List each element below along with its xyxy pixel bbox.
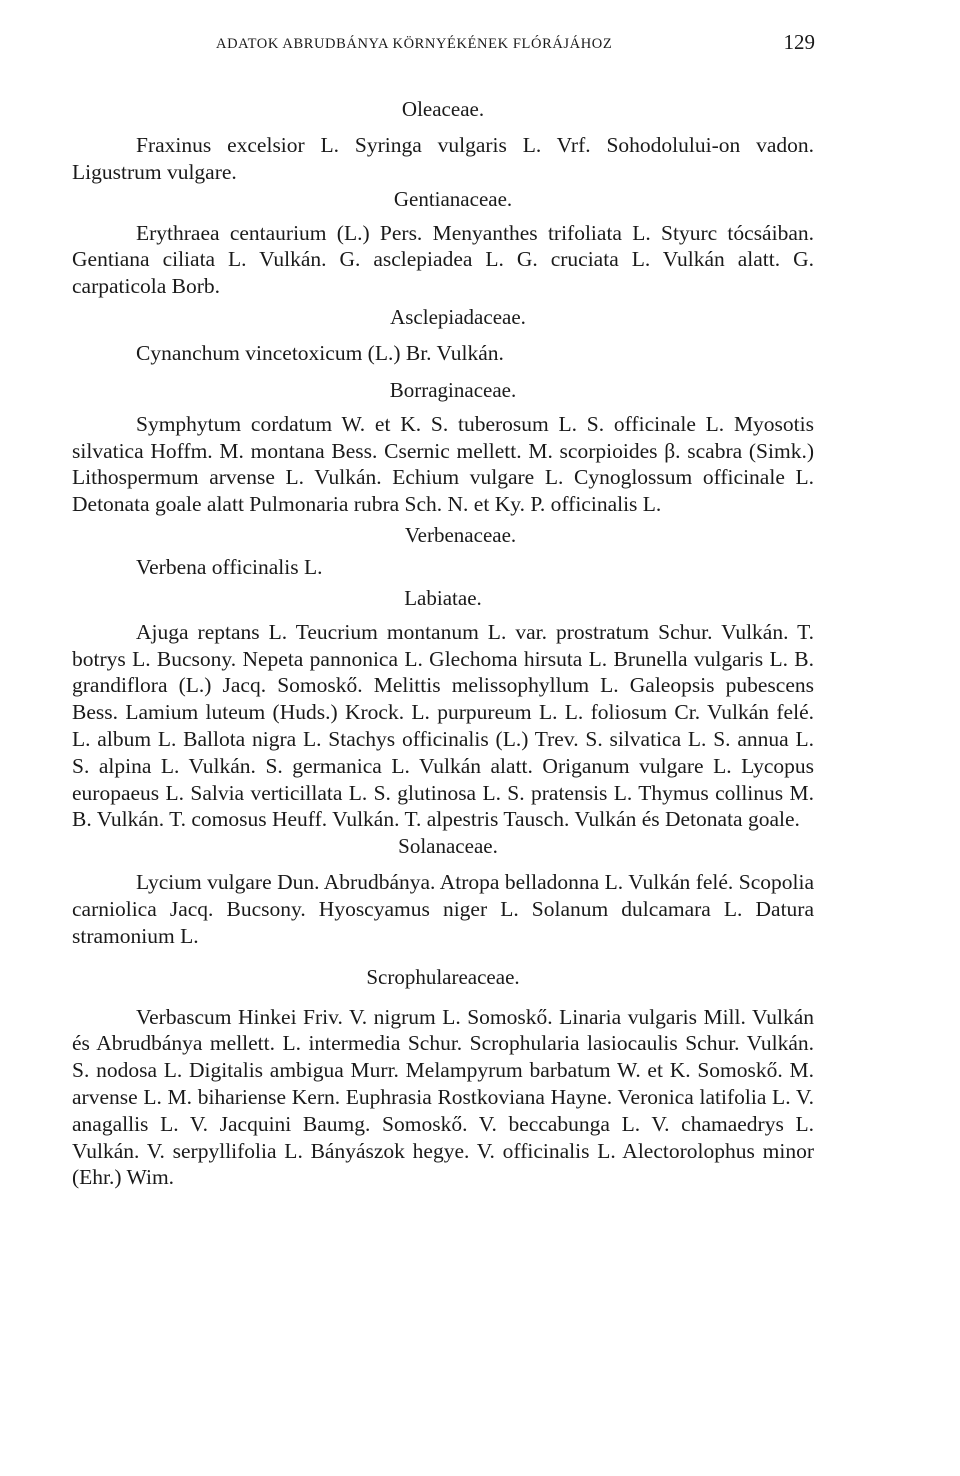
section-text-labiatae: Ajuga reptans L. Teucrium montanum L. var. prostratum Schur. Vulkán. T. botrys L. Bucsony. Nepeta pannonica L. Glechoma hirsuta L. Brunella vulgaris L. B. grandiflora (L.) Jacq. Somoskő. Melittis melissophyllum L. Galeopsis pubescens Bess. Lamium luteum (Huds.) Krock. L. purpureum L. L. foliosum Cr. Vulkán felé. L. album L. Ballota nigra L. Stachys officinalis (L.) Trev. S. silvatica L. S. annua L. S. alpina L. Vulkán. S. germanica L. Vulkán alatt. Origanum vulgare L. Lycopus europaeus L. Salvia verticillata L. S. glutinosa L. S. pratensis L. Thymus collinus M. B. Vulkán. T. comosus Heuff. Vulkán. T. alpestris Tausch. Vulkán és Detonata goale. [72,619,814,832]
section-heading-asclepiadaceae: Asclepiadaceae. [390,304,526,329]
section-text-verbenaceae: Verbena officinalis L. [136,554,323,579]
section-text-scrophulareaceae: Verbascum Hinkei Friv. V. nigrum L. Somoskő. Linaria vulgaris Mill. Vulkán és Abrudbánya mellett. L. intermedia Schur. Scrophularia lasiocaulis Schur. Vulkán. S. nodosa L. Digitalis ambigua Murr. Melampyrum barbatum W. et K. Somoskő. M. arvense L. M. bihariense Kern. Euphrasia Rostkoviana Hayne. Veronica latifolia L. V. anagallis L. V. Jacquini Baumg. Somoskő. V. beccabunga L. V. chamaedrys L. Vulkán. V. serpyllifolia L. Bányászok hegye. V. officinalis L. Alectorolophus minor (Ehr.) Wim. [72,1004,814,1190]
section-text-gentianaceae: Erythraea centaurium (L.) Pers. Menyanthes trifoliata L. Styurc tócsáiban. Gentiana ciliata L. Vulkán. G. asclepiadea L. G. cruciata L. Vulkán alatt. G. carpaticola Borb. [72,220,814,299]
page-header [70,30,815,56]
section-text-borraginaceae: Symphytum cordatum W. et K. S. tuberosum L. S. officinale L. Myosotis silvatica Hoffm. M. montana Bess. Csernic mellett. M. scorpioides β. scabra (Simk.) Lithospermum arvense L. Vulkán. Echium vulgare L. Cynoglossum officinale L. Detonata goale alatt Pulmonaria rubra Sch. N. et Ky. P. officinalis L. [72,411,814,517]
section-heading-solanaceae: Solanaceae. [398,834,498,859]
section-heading-oleaceae: Oleaceae. [401,97,485,121]
section-heading-borraginaceae: Borraginaceae. [389,377,517,402]
section-heading-verbenaceae: Verbenaceae. [404,522,517,547]
section-heading-scrophulareaceae: Scrophulareaceae. [366,964,520,989]
running-head: ADATOK ABRUDBÁNYA KÖRNYÉKÉNEK FLÓRÁJÁHOZ [216,36,613,52]
page-number: 129 [783,30,815,54]
section-text-solanaceae: Lycium vulgare Dun. Abrudbánya. Atropa belladonna L. Vulkán felé. Scopolia carniolica Jacq. Bucsony. Hyoscyamus niger L. Solanum dulcamara L. Datura stramonium L. [72,870,814,948]
section-text-oleaceae: Fraxinus excelsior L. Syringa vulgaris L. Vrf. Sohodolului-on vadon. Ligustrum vulgare. [72,133,814,184]
section-heading-labiatae: Labiatae. [404,585,482,610]
section-heading-gentianaceae: Gentianaceae. [393,186,513,211]
section-text-asclepiadaceae: Cynanchum vincetoxicum (L.) Br. Vulkán. [136,340,504,365]
page-content [72,96,814,1191]
